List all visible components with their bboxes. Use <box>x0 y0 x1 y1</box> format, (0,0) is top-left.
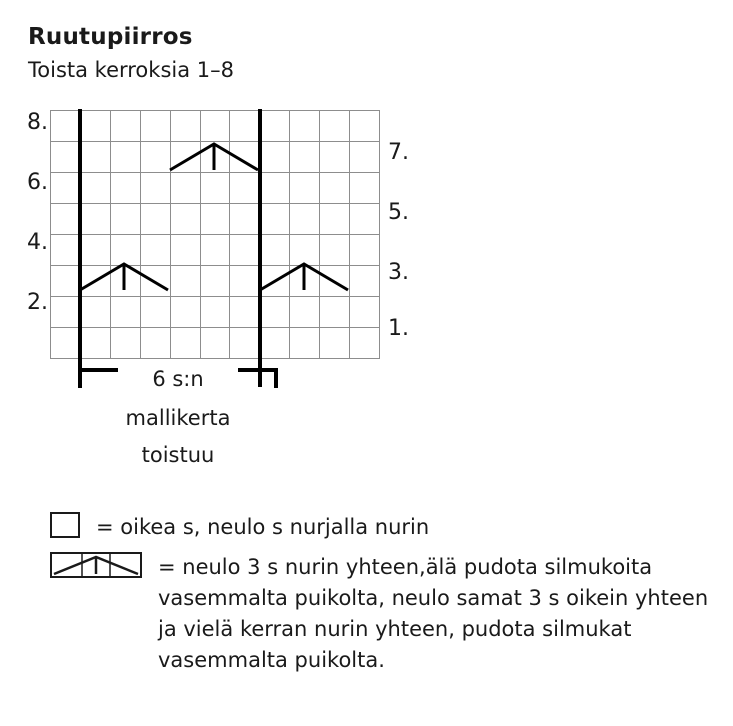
chart-cell <box>51 111 81 142</box>
chart-cell <box>290 297 320 328</box>
chart-cell <box>320 266 350 297</box>
chart-cell <box>170 173 200 204</box>
chart-cell <box>200 111 230 142</box>
row-label-left-8: 8. <box>27 110 48 135</box>
chart-row <box>51 235 380 266</box>
chart-cell <box>290 142 320 173</box>
repeat-label-line2: mallikerta <box>125 406 231 430</box>
chart-cell <box>200 142 230 173</box>
chart-cell <box>80 297 110 328</box>
row-label-left-2: 2. <box>27 290 48 315</box>
row-label-left-4: 4. <box>27 230 48 255</box>
chart-cell <box>170 266 200 297</box>
decrease-square-icon <box>50 552 142 578</box>
chart-cell <box>110 235 140 266</box>
chart-cell <box>290 111 320 142</box>
chart-cell <box>200 173 230 204</box>
chart-cell <box>170 328 200 359</box>
chart-cell <box>230 111 260 142</box>
chart-cell <box>320 173 350 204</box>
chart-row <box>51 297 380 328</box>
chart-cell <box>260 204 290 235</box>
chart-cell <box>80 328 110 359</box>
chart-cell <box>51 204 81 235</box>
chart-row <box>51 266 380 297</box>
chart-cell <box>350 235 380 266</box>
chart-cell <box>140 266 170 297</box>
chart-cell <box>230 204 260 235</box>
chart-cell <box>51 235 81 266</box>
repeat-line-right <box>258 109 262 387</box>
row-label-right-7: 7. <box>388 140 409 165</box>
chart-cell <box>350 297 380 328</box>
chart-row <box>51 111 380 142</box>
chart-cell <box>350 266 380 297</box>
chart-cell <box>260 111 290 142</box>
chart-cell <box>230 297 260 328</box>
row-label-left-6: 6. <box>27 170 48 195</box>
chart-cell <box>320 235 350 266</box>
chart-cell <box>140 235 170 266</box>
chart-cell <box>140 142 170 173</box>
repeat-label-line3: toistuu <box>141 443 215 467</box>
repeat-label-stitches: 6 s:n <box>152 367 204 391</box>
chart-cell <box>260 235 290 266</box>
chart-cell <box>290 328 320 359</box>
chart-cell <box>230 235 260 266</box>
chart-cell <box>320 204 350 235</box>
chart-cell <box>350 328 380 359</box>
chart-cell <box>320 142 350 173</box>
chart-cell <box>51 266 81 297</box>
row-label-right-1: 1. <box>388 316 409 341</box>
row-label-right-5: 5. <box>388 200 409 225</box>
chart-cell <box>140 204 170 235</box>
chart-cell <box>140 328 170 359</box>
chart-cell <box>80 111 110 142</box>
chart-cell <box>290 235 320 266</box>
chart-grid <box>50 110 380 350</box>
chart-cell <box>350 173 380 204</box>
chart-cell <box>320 297 350 328</box>
chart-cell <box>110 173 140 204</box>
repeat-line-left <box>78 109 82 387</box>
chart-cell <box>51 142 81 173</box>
chart-cell <box>80 173 110 204</box>
chart-cell <box>110 142 140 173</box>
chart-cell <box>140 111 170 142</box>
chart-cell <box>350 142 380 173</box>
chart-cell <box>140 297 170 328</box>
chart-cell <box>140 173 170 204</box>
chart-cell <box>51 297 81 328</box>
chart-cell <box>110 297 140 328</box>
chart-cell <box>290 266 320 297</box>
page-subtitle: Toista kerroksia 1–8 <box>28 58 234 82</box>
chart-cell <box>51 328 81 359</box>
legend-item-decrease <box>50 552 718 676</box>
chart-cell <box>51 173 81 204</box>
empty-square-icon <box>50 512 80 538</box>
chart-cell <box>290 204 320 235</box>
chart-cell <box>110 204 140 235</box>
legend-text-decrease: = neulo 3 s nurin yhteen,älä pudota silmukoita vasemmalta puikolta, neulo samat 3 s oikein yhteen ja vielä kerran nurin yhteen, pudota silmukat vasemmalta puikolta. <box>158 555 709 672</box>
chart-cell <box>170 204 200 235</box>
chart-cell <box>200 266 230 297</box>
chart-cell <box>80 266 110 297</box>
chart-cell <box>260 142 290 173</box>
chart-cell <box>200 204 230 235</box>
chart-row <box>51 328 380 359</box>
legend-item-knit <box>50 512 429 542</box>
page-title: Ruutupiirros <box>28 24 193 50</box>
chart-cell <box>170 142 200 173</box>
chart-cell <box>230 173 260 204</box>
chart-cell <box>170 111 200 142</box>
chart-cell <box>350 111 380 142</box>
chart-cell <box>80 204 110 235</box>
chart-cell <box>230 142 260 173</box>
chart-cell <box>260 328 290 359</box>
chart-cell <box>260 297 290 328</box>
chart-cell <box>200 328 230 359</box>
chart-row <box>51 142 380 173</box>
row-label-right-3: 3. <box>388 260 409 285</box>
chart-cell <box>320 328 350 359</box>
chart-cell <box>200 235 230 266</box>
chart-cell <box>350 204 380 235</box>
chart-cell <box>230 266 260 297</box>
chart-cell <box>170 297 200 328</box>
chart-cell <box>200 297 230 328</box>
chart-row <box>51 173 380 204</box>
chart-cell <box>80 142 110 173</box>
chart-cell <box>230 328 260 359</box>
chart-cell <box>260 266 290 297</box>
chart-cell <box>80 235 110 266</box>
chart-cell <box>290 173 320 204</box>
chart-cell <box>260 173 290 204</box>
chart-cell <box>170 235 200 266</box>
legend-text-knit: = oikea s, neulo s nurjalla nurin <box>96 515 430 539</box>
chart-cell <box>110 111 140 142</box>
chart-cell <box>110 266 140 297</box>
chart-cell <box>110 328 140 359</box>
knitting-chart <box>50 110 380 350</box>
chart-row <box>51 204 380 235</box>
chart-cell <box>320 111 350 142</box>
